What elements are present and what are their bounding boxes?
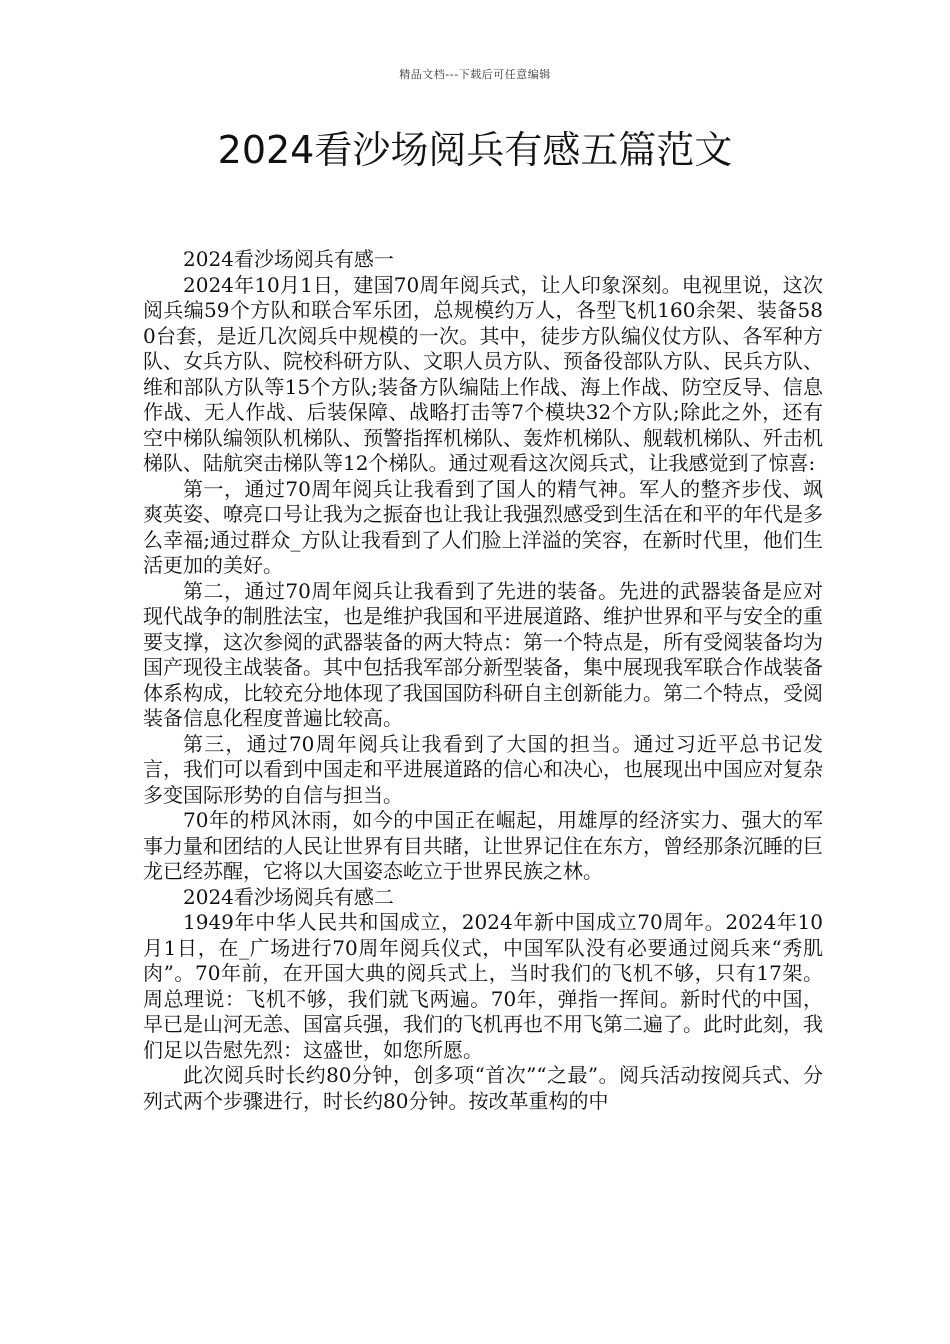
document-body [143, 247, 823, 1114]
paragraph: 1949年中华人民共和国成立，2024年新中国成立70周年。2024年10月1日，在_广场进行70周年阅兵仪式，中国军队没有必要通过阅兵来“秀肌肉”。70年前，在开国大典的阅兵式上，当时我们的飞机不够，只有17架。周总理说：飞机不够，我们就飞两遍。70年，弹指一挥间。新时代的中国，早已是山河无恙、国富兵强，我们的飞机再也不用飞第二遍了。此时此刻，我们足以告慰先烈：这盛世，如您所愿。 [143, 910, 823, 1062]
paragraph: 此次阅兵时长约80分钟，创多项“首次”“之最”。阅兵活动按阅兵式、分列式两个步骤进行，时长约80分钟。按改革重构的中 [143, 1063, 823, 1113]
document-title: 2024看沙场阅兵有感五篇范文 [217, 128, 733, 172]
paragraph: 70年的栉风沐雨，如今的中国正在崛起，用雄厚的经济实力、强大的军事力量和团结的人民让世界有目共睹，让世界记住在东方，曾经那条沉睡的巨龙已经苏醒，它将以大国姿态屹立于世界民族之林。 [143, 808, 823, 883]
paragraph: 第一，通过70周年阅兵让我看到了国人的精气神。军人的整齐步伐、飒爽英姿、嘹亮口号让我为之振奋也让我让我强烈感受到生活在和平的年代是多么幸福;通过群众_方队让我看到了人们脸上洋溢的笑容，在新时代里，他们生活更加的美好。 [143, 476, 823, 577]
paragraph: 第二，通过70周年阅兵让我看到了先进的装备。先进的武器装备是应对现代战争的制胜法宝，也是维护我国和平进展道路、维护世界和平与安全的重要支撑，这次参阅的武器装备的两大特点：第一个特点是，所有受阅装备均为国产现役主战装备。其中包括我军部分新型装备，集中展现我军联合作战装备体系构成，比较充分地体现了我国国防科研自主创新能力。第二个特点，受阅装备信息化程度普遍比较高。 [143, 578, 823, 730]
paragraph: 2024年10月1日，建国70周年阅兵式，让人印象深刻。电视里说，这次阅兵编59个方队和联合军乐团，总规模约万人，各型飞机160余架、装备580台套，是近几次阅兵中规模的一次。其中，徒步方队编仪仗方队、各军种方队、女兵方队、院校科研方队、文职人员方队、预备役部队方队、民兵方队、维和部队方队等15个方队;装备方队编陆上作战、海上作战、防空反导、信息作战、无人作战、后装保障、战略打击等7个模块32个方队;除此之外，还有空中梯队编领队机梯队、预警指挥机梯队、轰炸机梯队、舰载机梯队、歼击机梯队、陆航突击梯队等12个梯队。通过观看这次阅兵式，让我感觉到了惊喜: [143, 272, 823, 475]
section-heading-1: 2024看沙场阅兵有感一 [183, 247, 394, 271]
section-heading-2: 2024看沙场阅兵有感二 [183, 884, 394, 909]
paragraph: 第三，通过70周年阅兵让我看到了大国的担当。通过习近平总书记发言，我们可以看到中国走和平进展道路的信心和决心，也展现出中国应对复杂多变国际形势的自信与担当。 [143, 731, 823, 807]
header-note: 精品文档---下载后可任意编辑 [399, 68, 551, 81]
